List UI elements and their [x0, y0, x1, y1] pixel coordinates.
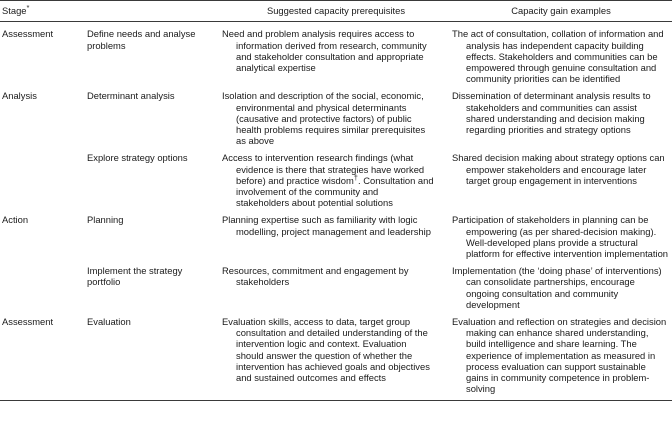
gain-text: Participation of stakeholders in planning can be empowering (as per shared-decision making). Well-developed plans provide a structural platform for effective intervention implementation	[452, 214, 669, 260]
gain-text: Dissemination of determinant analysis results to stakeholders and communities can assist shared understanding and decision making regarding priorities and strategy options	[452, 90, 651, 136]
cell-prerequisites	[222, 259, 452, 310]
table-header	[0, 1, 672, 22]
cell-prerequisites	[222, 310, 452, 400]
stage-label: Assessment	[2, 28, 54, 40]
stage-label: Analysis	[2, 90, 37, 102]
bottom-rule	[0, 400, 672, 401]
stage-label: Action	[2, 214, 29, 226]
prerequisites-text: Resources, commitment and engagement by stakeholders	[222, 264, 409, 288]
cell-stage	[0, 22, 87, 85]
cell-prerequisites	[222, 85, 452, 147]
column-header-gain: Capacity gain examples	[452, 1, 672, 22]
header-row	[0, 1, 672, 22]
cell-stage	[0, 259, 87, 310]
prerequisites-text: Access to intervention research findings (what evidence is there that strategies have worked before) and practice wisdom†. Consultation and involvement of the community and stakeholders about potential solutions	[222, 152, 434, 209]
prerequisites-text: Isolation and description of the social, economic, environmental and physical determinants (causative and protective factors) of public health problems requires similar prerequisites as above	[222, 90, 426, 147]
step-label: Explore strategy options	[87, 152, 188, 164]
table-row	[0, 209, 672, 260]
footnote-marker-asterisk: *	[26, 2, 30, 12]
cell-gain	[452, 22, 672, 85]
cell-gain	[452, 259, 672, 310]
gain-text: Evaluation and reflection on strategies and decision making can enhance shared understanding, build intelligence and share learning. The experience of implementation as measured in process evaluation can support sustainable gains in community competence in problem-solving	[452, 315, 667, 395]
column-header-prerequisites: Suggested capacity prerequisites	[222, 1, 452, 22]
cell-stage	[0, 310, 87, 400]
table-row	[0, 259, 672, 310]
cell-stage	[0, 147, 87, 209]
table-row	[0, 310, 672, 400]
cell-prerequisites	[222, 147, 452, 209]
cell-stage	[0, 85, 87, 147]
step-label: Define needs and analyse problems	[87, 28, 196, 51]
column-header-stage: Stage*	[0, 1, 87, 22]
table-row	[0, 85, 672, 147]
column-header-step	[87, 1, 222, 22]
cell-stage	[0, 209, 87, 260]
bottom-rule-row	[0, 400, 672, 401]
gain-text: Shared decision making about strategy options can empower stakeholders and encourage later target group engagement in interventions	[452, 152, 665, 186]
table-row	[0, 22, 672, 85]
cell-step	[87, 147, 222, 209]
gain-text: The act of consultation, collation of information and analysis has independent capacity building effects. Stakeholders and communities can be empowered through genuine consultation and community priorities can be identified	[452, 28, 664, 85]
step-label: Determinant analysis	[87, 90, 175, 102]
cell-step	[87, 209, 222, 260]
prerequisites-text: Evaluation skills, access to data, target group consultation and detailed understanding of the intervention logic and context. Evaluation should answer the question of whether the intervention has achieved goals and objectives and sustained outcomes and effects	[222, 315, 430, 384]
cell-prerequisites	[222, 22, 452, 85]
table-body	[0, 22, 672, 400]
prerequisites-text: Planning expertise such as familiarity with logic modelling, project management and leadership	[222, 214, 431, 237]
footnote-marker-dagger: †	[353, 172, 358, 182]
cell-gain	[452, 209, 672, 260]
prerequisites-text: Need and problem analysis requires access to information derived from research, community and stakeholder consultation and appropriate analytical expertise	[222, 28, 427, 74]
cell-step	[87, 22, 222, 85]
table-row	[0, 147, 672, 209]
gain-text: Implementation (the ‘doing phase’ of interventions) can consolidate partnerships, encourage ongoing consultation and community development	[452, 264, 662, 310]
cell-step	[87, 259, 222, 310]
cell-step	[87, 85, 222, 147]
step-label: Planning	[87, 214, 124, 226]
step-label: Evaluation	[87, 315, 131, 327]
cell-gain	[452, 85, 672, 147]
cell-prerequisites	[222, 209, 452, 260]
stage-label: Assessment	[2, 315, 54, 327]
table-footer-rule	[0, 400, 672, 401]
cell-step	[87, 310, 222, 400]
cell-gain	[452, 310, 672, 400]
step-label: Implement the strategy portfolio	[87, 264, 183, 288]
cell-gain	[452, 147, 672, 209]
